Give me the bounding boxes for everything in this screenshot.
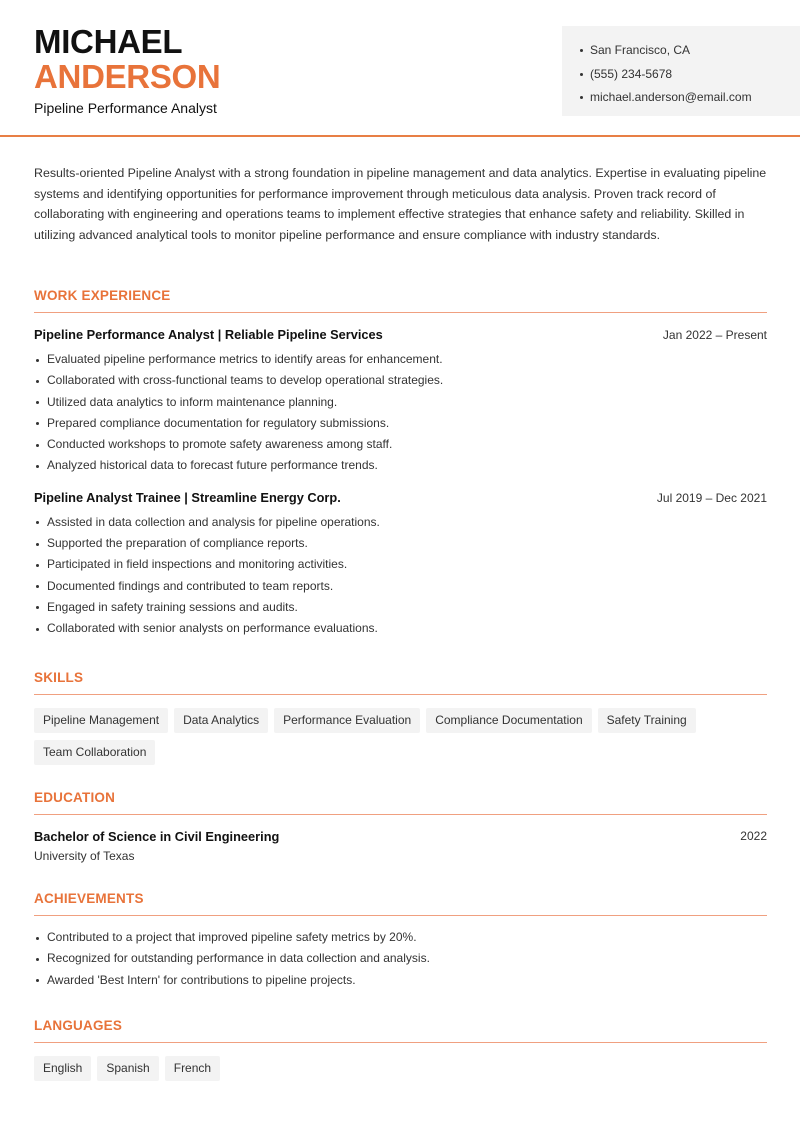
candidate-name: [34, 24, 220, 94]
education-degree: Bachelor of Science in Civil Engineering: [34, 829, 280, 844]
job-title: Pipeline Performance Analyst: [34, 100, 217, 116]
job-entry: [34, 327, 767, 477]
education-section: [34, 790, 767, 863]
job-bullets: [34, 349, 767, 477]
list-item: Collaborated with senior analysts on performance evaluations.: [34, 618, 767, 639]
language-chip: English: [34, 1056, 91, 1081]
language-chip: Spanish: [97, 1056, 158, 1081]
list-item: Utilized data analytics to inform maintenance planning.: [34, 392, 767, 413]
phone-text: (555) 234-5678: [590, 66, 673, 81]
contact-email: [580, 86, 800, 110]
list-item: Prepared compliance documentation for regulatory submissions.: [34, 413, 767, 434]
bullet-icon: [580, 49, 583, 52]
languages-section: [34, 1018, 767, 1081]
contact-location: [580, 39, 800, 63]
list-item: Awarded 'Best Intern' for contributions to pipeline projects.: [34, 970, 767, 991]
first-name: MICHAEL: [34, 23, 183, 60]
job-dates: Jan 2022 – Present: [662, 328, 767, 342]
list-item: Assisted in data collection and analysis for pipeline operations.: [34, 512, 767, 533]
list-item: Documented findings and contributed to team reports.: [34, 576, 767, 597]
skills-chips: [34, 708, 767, 765]
skill-chip: Performance Evaluation: [274, 708, 420, 733]
work-experience-section: [34, 288, 767, 640]
section-title-languages: LANGUAGES: [34, 1018, 767, 1043]
list-item: Supported the preparation of compliance reports.: [34, 533, 767, 554]
list-item: Evaluated pipeline performance metrics to identify areas for enhancement.: [34, 349, 767, 370]
language-chips: [34, 1056, 767, 1081]
section-title-achievements: ACHIEVEMENTS: [34, 891, 767, 916]
contact-phone: [580, 63, 800, 87]
skill-chip: Pipeline Management: [34, 708, 168, 733]
section-title-work: WORK EXPERIENCE: [34, 288, 767, 313]
skill-chip: Safety Training: [598, 708, 696, 733]
job-role: Pipeline Analyst Trainee | Streamline Energy Corp.: [34, 489, 341, 505]
bullet-icon: [580, 73, 583, 76]
list-item: Participated in field inspections and monitoring activities.: [34, 554, 767, 575]
list-item: Collaborated with cross-functional teams to develop operational strategies.: [34, 370, 767, 391]
job-role: Pipeline Performance Analyst | Reliable Pipeline Services: [34, 327, 383, 342]
achievements-list: [34, 927, 767, 991]
section-title-education: EDUCATION: [34, 790, 767, 815]
job-entry: [34, 490, 767, 640]
resume-header: [0, 0, 800, 137]
list-item: Contributed to a project that improved pipeline safety metrics by 20%.: [34, 927, 767, 948]
skill-chip: Team Collaboration: [34, 740, 155, 765]
location-text: San Francisco, CA: [590, 43, 691, 57]
list-item: Analyzed historical data to forecast future performance trends.: [34, 455, 767, 476]
last-name: ANDERSON: [34, 58, 221, 95]
language-chip: French: [165, 1056, 220, 1081]
list-item: Conducted workshops to promote safety awareness among staff.: [34, 434, 767, 455]
education-year: 2022: [740, 829, 767, 843]
job-bullets: [34, 512, 767, 640]
skill-chip: Data Analytics: [174, 708, 268, 733]
contact-box: [562, 26, 800, 116]
bullet-icon: [580, 96, 583, 99]
education-school: University of Texas: [34, 849, 135, 863]
section-title-skills: SKILLS: [34, 670, 767, 695]
email-text: michael.anderson@email.com: [590, 90, 752, 104]
summary-paragraph: Results-oriented Pipeline Analyst with a strong foundation in pipeline management and data analytics. Expertise in evaluating pipeline systems and identifying opportunities for performance improvement through meticulous data analysis. Proven track record of collaborating with engineering and operations teams to implement effective strategies that enhance safety and reliability. Skilled in utilizing advanced analytical tools to monitor pipeline performance and ensure compliance with industry standards.: [34, 166, 767, 242]
job-dates: Jul 2019 – Dec 2021: [656, 490, 767, 505]
skills-section: [34, 670, 767, 765]
list-item: Recognized for outstanding performance in data collection and analysis.: [34, 948, 767, 969]
achievements-section: [34, 891, 767, 991]
list-item: Engaged in safety training sessions and audits.: [34, 597, 767, 618]
skill-chip: Compliance Documentation: [426, 708, 591, 733]
